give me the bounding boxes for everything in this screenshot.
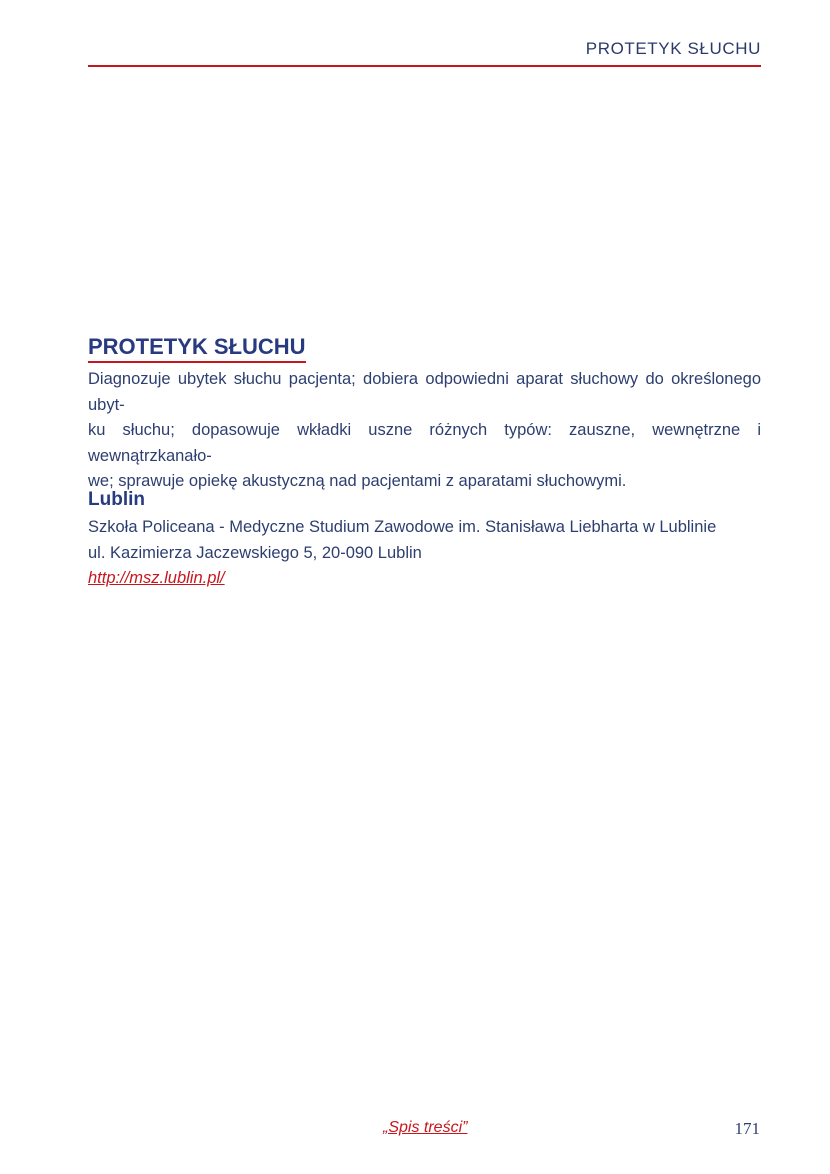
running-header-title: PROTETYK SŁUCHU bbox=[585, 39, 761, 58]
school-address: ul. Kazimierza Jaczewskiego 5, 20-090 Lublin bbox=[88, 543, 422, 562]
school-name: Szkoła Policeana - Medyczne Studium Zawodowe im. Stanisława Liebharta w Lublinie bbox=[88, 518, 717, 536]
school-website-link[interactable]: http://msz.lublin.pl/ bbox=[88, 569, 225, 587]
profession-section bbox=[88, 333, 761, 495]
description-line: Diagnozuje ubytek słuchu pacjenta; dobiera odpowiedni aparat słuchowy do określonego ubyt- bbox=[88, 370, 761, 414]
page-header bbox=[88, 38, 761, 68]
city-heading: Lublin bbox=[88, 489, 145, 510]
description-line: ku słuchu; dopasowuje wkładki uszne różnych typów: zauszne, wewnętrzne i wewnątrzkanało- bbox=[88, 421, 761, 465]
page-number: 171 bbox=[734, 1119, 760, 1138]
profession-title: PROTETYK SŁUCHU bbox=[88, 333, 306, 363]
description-line: we; sprawuje opiekę akustyczną nad pacjentami z aparatami słuchowymi. bbox=[88, 472, 627, 490]
header-divider bbox=[88, 65, 761, 67]
profession-description bbox=[88, 367, 761, 495]
school-listing bbox=[88, 487, 761, 592]
table-of-contents-link[interactable]: „Spis treści” bbox=[383, 1119, 468, 1136]
